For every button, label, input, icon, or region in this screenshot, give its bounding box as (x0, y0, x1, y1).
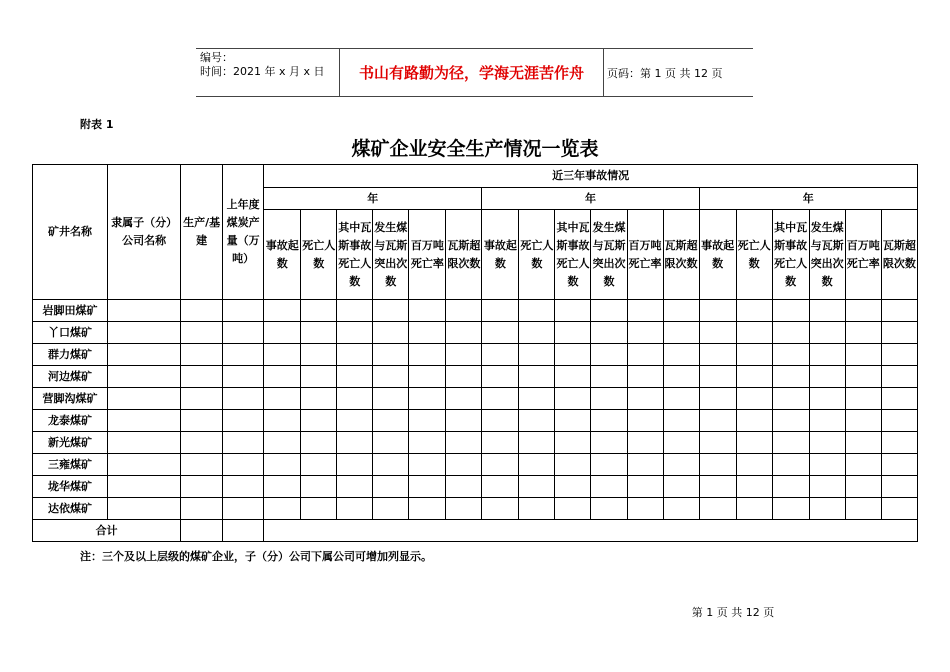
empty-cell (223, 476, 264, 498)
empty-cell (337, 410, 373, 432)
mine-name-cell: 营脚沟煤矿 (33, 388, 108, 410)
empty-cell (264, 300, 301, 322)
year-header: 年 (264, 188, 482, 210)
metric-header: 发生煤与瓦斯突出次数 (373, 210, 409, 300)
metric-header: 事故起数 (264, 210, 301, 300)
empty-cell (627, 388, 663, 410)
accident-group-header: 近三年事故情况 (264, 165, 918, 188)
empty-cell (301, 322, 337, 344)
empty-cell (663, 344, 699, 366)
document-number-label: 编号： (200, 51, 233, 64)
empty-cell (181, 366, 223, 388)
empty-cell (772, 454, 809, 476)
empty-cell (337, 498, 373, 520)
empty-cell (591, 432, 627, 454)
empty-cell (482, 344, 519, 366)
document-time-label: 时间：2021 年 x 月 x 日 (200, 65, 325, 78)
empty-cell (373, 476, 409, 498)
empty-cell (736, 498, 772, 520)
metric-header: 瓦斯超限次数 (446, 210, 482, 300)
empty-cell (301, 454, 337, 476)
empty-cell (809, 322, 845, 344)
empty-cell (337, 322, 373, 344)
empty-cell (809, 300, 845, 322)
empty-cell (519, 410, 555, 432)
empty-cell (627, 498, 663, 520)
empty-cell (519, 388, 555, 410)
empty-cell (591, 344, 627, 366)
empty-cell (591, 454, 627, 476)
mine-name-cell: 河边煤矿 (33, 366, 108, 388)
empty-cell (446, 476, 482, 498)
empty-cell (223, 520, 264, 542)
empty-cell (301, 476, 337, 498)
empty-cell (108, 410, 181, 432)
empty-cell (301, 300, 337, 322)
empty-cell (264, 388, 301, 410)
empty-cell (181, 476, 223, 498)
table-row (33, 454, 918, 476)
metric-header: 其中瓦斯事故死亡人数 (555, 210, 591, 300)
empty-cell (591, 366, 627, 388)
empty-cell (845, 498, 881, 520)
empty-cell (627, 410, 663, 432)
metric-header: 死亡人数 (301, 210, 337, 300)
empty-cell (181, 410, 223, 432)
empty-cell (373, 454, 409, 476)
empty-cell (373, 410, 409, 432)
empty-cell (881, 454, 917, 476)
metric-header: 瓦斯超限次数 (663, 210, 699, 300)
empty-cell (591, 388, 627, 410)
empty-cell (772, 498, 809, 520)
metric-header: 百万吨死亡率 (627, 210, 663, 300)
col-mine-name-header: 矿井名称 (33, 165, 108, 300)
empty-cell (409, 476, 446, 498)
empty-cell (264, 410, 301, 432)
metric-header: 其中瓦斯事故死亡人数 (337, 210, 373, 300)
empty-cell (223, 344, 264, 366)
empty-cell (482, 498, 519, 520)
appendix-label: 附表 1 (80, 118, 114, 131)
empty-cell (591, 300, 627, 322)
empty-cell (881, 366, 917, 388)
empty-cell (736, 322, 772, 344)
empty-cell (446, 300, 482, 322)
empty-cell (519, 476, 555, 498)
empty-cell (555, 366, 591, 388)
empty-cell (181, 344, 223, 366)
mine-name-cell: 丫口煤矿 (33, 322, 108, 344)
empty-cell (482, 388, 519, 410)
mine-name-cell: 新光煤矿 (33, 432, 108, 454)
empty-cell (845, 322, 881, 344)
empty-cell (736, 454, 772, 476)
year-header: 年 (482, 188, 699, 210)
empty-cell (591, 498, 627, 520)
empty-cell (699, 432, 736, 454)
empty-cell (337, 454, 373, 476)
empty-cell (181, 322, 223, 344)
empty-cell (482, 366, 519, 388)
empty-cell (301, 498, 337, 520)
empty-cell (772, 344, 809, 366)
empty-cell (736, 300, 772, 322)
table-row (33, 300, 918, 322)
empty-cell (772, 388, 809, 410)
empty-cell (264, 344, 301, 366)
empty-cell (699, 366, 736, 388)
empty-cell (845, 432, 881, 454)
empty-cell (555, 322, 591, 344)
empty-cell (809, 498, 845, 520)
empty-cell (591, 410, 627, 432)
empty-cell (181, 454, 223, 476)
empty-cell (337, 344, 373, 366)
empty-cell (845, 454, 881, 476)
empty-cell (264, 366, 301, 388)
empty-cell (845, 300, 881, 322)
empty-cell (264, 432, 301, 454)
empty-cell (181, 388, 223, 410)
empty-cell (555, 454, 591, 476)
empty-cell (591, 476, 627, 498)
empty-cell (519, 366, 555, 388)
col-company-header: 隶属子（分）公司名称 (108, 165, 181, 300)
total-row (33, 520, 918, 542)
empty-cell (482, 410, 519, 432)
empty-cell (337, 366, 373, 388)
empty-cell (627, 300, 663, 322)
metric-header: 死亡人数 (736, 210, 772, 300)
empty-cell (337, 476, 373, 498)
header-row-1 (33, 165, 918, 188)
empty-cell (337, 388, 373, 410)
empty-cell (409, 432, 446, 454)
empty-cell (663, 432, 699, 454)
empty-cell (845, 476, 881, 498)
empty-cell (223, 388, 264, 410)
empty-cell (223, 366, 264, 388)
empty-cell (409, 344, 446, 366)
empty-cell (181, 520, 223, 542)
empty-cell (627, 476, 663, 498)
empty-cell (627, 432, 663, 454)
table-row (33, 432, 918, 454)
empty-cell (108, 300, 181, 322)
empty-cell (108, 498, 181, 520)
empty-cell (108, 388, 181, 410)
empty-cell (373, 366, 409, 388)
header-motto: 书山有路勤为径，学海无涯苦作舟 (339, 49, 604, 96)
empty-cell (736, 432, 772, 454)
empty-cell (373, 322, 409, 344)
table-row (33, 322, 918, 344)
empty-cell (809, 432, 845, 454)
empty-cell (555, 476, 591, 498)
empty-cell (772, 432, 809, 454)
empty-cell (264, 520, 918, 542)
empty-cell (482, 432, 519, 454)
empty-cell (699, 388, 736, 410)
total-label: 合计 (33, 520, 181, 542)
empty-cell (373, 388, 409, 410)
empty-cell (223, 432, 264, 454)
empty-cell (555, 410, 591, 432)
metric-header: 事故起数 (699, 210, 736, 300)
empty-cell (772, 300, 809, 322)
empty-cell (663, 498, 699, 520)
header-page-label: 页码：第 1 页 共 12 页 (607, 66, 723, 80)
empty-cell (373, 498, 409, 520)
empty-cell (409, 366, 446, 388)
empty-cell (446, 344, 482, 366)
empty-cell (809, 388, 845, 410)
empty-cell (845, 366, 881, 388)
empty-cell (663, 410, 699, 432)
empty-cell (591, 322, 627, 344)
empty-cell (663, 322, 699, 344)
empty-cell (845, 410, 881, 432)
mine-name-cell: 龙泰煤矿 (33, 410, 108, 432)
empty-cell (809, 366, 845, 388)
metric-header: 发生煤与瓦斯突出次数 (809, 210, 845, 300)
col-status-header: 生产/基建 (181, 165, 223, 300)
empty-cell (663, 454, 699, 476)
empty-cell (223, 410, 264, 432)
empty-cell (881, 344, 917, 366)
empty-cell (555, 432, 591, 454)
empty-cell (699, 454, 736, 476)
mine-name-cell: 达依煤矿 (33, 498, 108, 520)
document-header (196, 48, 753, 97)
empty-cell (519, 432, 555, 454)
empty-cell (301, 388, 337, 410)
table-row (33, 498, 918, 520)
year-header: 年 (699, 188, 917, 210)
empty-cell (555, 388, 591, 410)
empty-cell (772, 410, 809, 432)
empty-cell (699, 322, 736, 344)
empty-cell (809, 344, 845, 366)
metric-header: 事故起数 (482, 210, 519, 300)
empty-cell (108, 476, 181, 498)
empty-cell (482, 322, 519, 344)
empty-cell (301, 410, 337, 432)
empty-cell (409, 388, 446, 410)
empty-cell (519, 322, 555, 344)
empty-cell (519, 344, 555, 366)
empty-cell (736, 410, 772, 432)
empty-cell (373, 344, 409, 366)
empty-cell (845, 388, 881, 410)
col-output-header: 上年度煤炭产量（万吨） (223, 165, 264, 300)
empty-cell (627, 454, 663, 476)
table-note: 注：三个及以上层级的煤矿企业，子（分）公司下属公司可增加列显示。 (80, 550, 432, 563)
empty-cell (555, 300, 591, 322)
empty-cell (264, 498, 301, 520)
empty-cell (108, 454, 181, 476)
empty-cell (409, 322, 446, 344)
empty-cell (736, 344, 772, 366)
empty-cell (373, 300, 409, 322)
empty-cell (301, 432, 337, 454)
table-row (33, 388, 918, 410)
empty-cell (223, 322, 264, 344)
empty-cell (699, 300, 736, 322)
metric-header: 百万吨死亡率 (845, 210, 881, 300)
empty-cell (519, 300, 555, 322)
empty-cell (446, 322, 482, 344)
empty-cell (627, 366, 663, 388)
page-title: 煤矿企业安全生产情况一览表 (351, 138, 599, 160)
empty-cell (482, 476, 519, 498)
table-row (33, 476, 918, 498)
empty-cell (699, 498, 736, 520)
empty-cell (409, 300, 446, 322)
empty-cell (845, 344, 881, 366)
empty-cell (108, 344, 181, 366)
table-row (33, 366, 918, 388)
metric-header: 百万吨死亡率 (409, 210, 446, 300)
empty-cell (699, 344, 736, 366)
empty-cell (337, 300, 373, 322)
empty-cell (108, 366, 181, 388)
empty-cell (482, 454, 519, 476)
header-meta (196, 49, 339, 96)
footer-page-number: 第 1 页 共 12 页 (691, 606, 775, 619)
empty-cell (555, 498, 591, 520)
empty-cell (627, 344, 663, 366)
empty-cell (809, 410, 845, 432)
empty-cell (301, 366, 337, 388)
empty-cell (409, 454, 446, 476)
empty-cell (699, 410, 736, 432)
empty-cell (337, 432, 373, 454)
empty-cell (446, 366, 482, 388)
empty-cell (736, 366, 772, 388)
empty-cell (446, 454, 482, 476)
empty-cell (446, 388, 482, 410)
empty-cell (663, 300, 699, 322)
empty-cell (181, 432, 223, 454)
empty-cell (663, 476, 699, 498)
empty-cell (881, 476, 917, 498)
metric-header: 死亡人数 (519, 210, 555, 300)
empty-cell (223, 498, 264, 520)
metric-header: 其中瓦斯事故死亡人数 (772, 210, 809, 300)
empty-cell (446, 410, 482, 432)
empty-cell (108, 322, 181, 344)
table-row (33, 344, 918, 366)
empty-cell (881, 300, 917, 322)
empty-cell (663, 388, 699, 410)
empty-cell (519, 454, 555, 476)
empty-cell (181, 300, 223, 322)
empty-cell (881, 432, 917, 454)
empty-cell (446, 498, 482, 520)
mine-name-cell: 岩脚田煤矿 (33, 300, 108, 322)
empty-cell (181, 498, 223, 520)
page-footer (0, 604, 950, 620)
coal-mine-safety-table (32, 164, 918, 542)
empty-cell (699, 476, 736, 498)
metric-header: 瓦斯超限次数 (881, 210, 917, 300)
empty-cell (772, 366, 809, 388)
empty-cell (223, 300, 264, 322)
table-row (33, 410, 918, 432)
empty-cell (264, 476, 301, 498)
empty-cell (736, 476, 772, 498)
empty-cell (409, 498, 446, 520)
empty-cell (223, 454, 264, 476)
empty-cell (301, 344, 337, 366)
empty-cell (264, 454, 301, 476)
empty-cell (627, 322, 663, 344)
empty-cell (809, 476, 845, 498)
empty-cell (772, 476, 809, 498)
empty-cell (264, 322, 301, 344)
empty-cell (446, 432, 482, 454)
empty-cell (881, 498, 917, 520)
mine-name-cell: 垅华煤矿 (33, 476, 108, 498)
empty-cell (663, 366, 699, 388)
empty-cell (373, 432, 409, 454)
mine-name-cell: 群力煤矿 (33, 344, 108, 366)
empty-cell (555, 344, 591, 366)
empty-cell (519, 498, 555, 520)
empty-cell (482, 300, 519, 322)
empty-cell (772, 322, 809, 344)
empty-cell (108, 432, 181, 454)
empty-cell (881, 322, 917, 344)
empty-cell (736, 388, 772, 410)
empty-cell (881, 388, 917, 410)
empty-cell (409, 410, 446, 432)
mine-name-cell: 三雍煤矿 (33, 454, 108, 476)
empty-cell (881, 410, 917, 432)
metric-header: 发生煤与瓦斯突出次数 (591, 210, 627, 300)
empty-cell (809, 454, 845, 476)
